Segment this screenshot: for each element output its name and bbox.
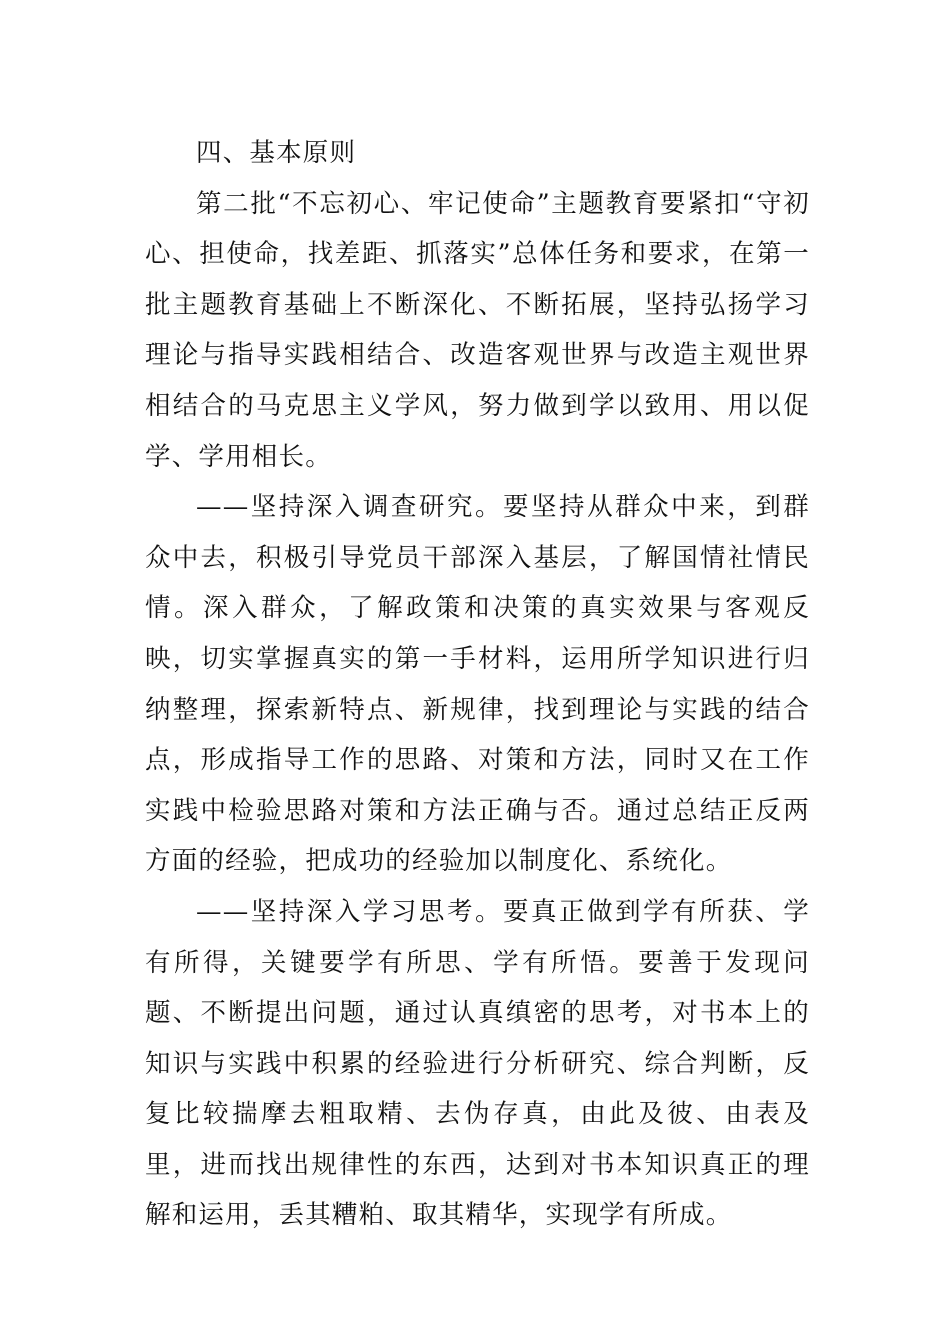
document-body (145, 128, 810, 1241)
paragraph-study: ——坚持深入学习思考。要真正做到学有所获、学有所得，关键要学有所思、学有所悟。要善于发现问题、不断提出问题，通过认真缜密的思考，对书本上的知识与实践中积累的经验进行分析研究、综合判断，反复比较揣摩去粗取精、去伪存真，由此及彼、由表及里，进而找出规律性的东西，达到对书本知识真正的理解和运用，丢其糟粕、取其精华，实现学有所成。 (145, 896, 810, 1231)
paragraph-overview: 第二批“不忘初心、牢记使命”主题教育要紧扣“守初心、担使命，找差距、抓落实”总体任务和要求，在第一批主题教育基础上不断深化、不断拓展，坚持弘扬学习理论与指导实践相结合、改造客观世界与改造主观世界相结合的马克思主义学风，努力做到学以致用、用以促学、学用相长。 (145, 188, 810, 472)
section-heading: 四、基本原则 (196, 138, 357, 168)
paragraph-research: ——坚持深入调查研究。要坚持从群众中来，到群众中去，积极引导党员干部深入基层，了解国情社情民情。深入群众，了解政策和决策的真实效果与客观反映，切实掌握真实的第一手材料，运用所学知识进行归纳整理，探索新特点、新规律，找到理论与实践的结合点，形成指导工作的思路、对策和方法，同时又在工作实践中检验思路对策和方法正确与否。通过总结正反两方面的经验，把成功的经验加以制度化、系统化。 (145, 492, 810, 877)
